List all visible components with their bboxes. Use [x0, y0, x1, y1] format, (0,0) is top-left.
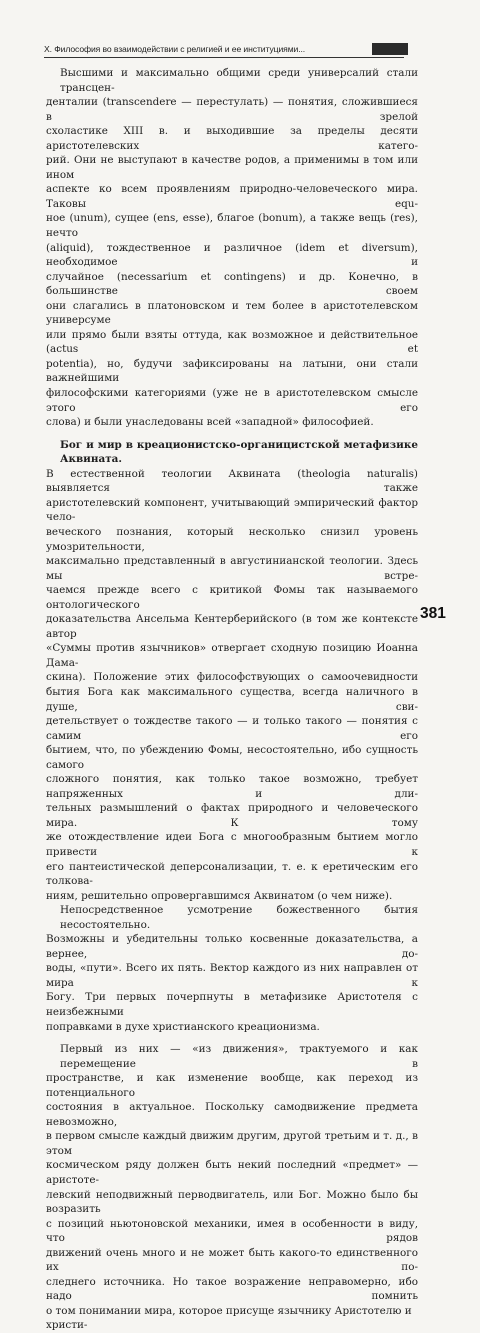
text-line: Богу. Три первых почерпнуты в метафизике Аристотеля с неизбежными	[46, 991, 418, 1018]
text-line: ниям, решительно опровергавшимся Аквинатом (о чем ниже).	[46, 889, 393, 902]
running-head-tab	[372, 43, 408, 55]
text-line: детельствует о тождестве такого — и только такого — понятия с самим его	[46, 715, 418, 742]
text-line: схоластике XIII в. и выходившие за пределы десяти аристотелевских катего-	[46, 125, 418, 152]
text-line: следнего источника. Но такое возражение неправомерно, ибо надо помнить	[46, 1275, 418, 1303]
text-line: философскими категориями (уже не в аристотелевском смысле этого его	[46, 387, 418, 414]
text-line: аристотелевский компонент, учитывающий эмпирический фактор чело-	[46, 496, 418, 524]
text-line: чаемся прежде всего с критикой Фомы так называемого онтологического	[46, 584, 418, 611]
paragraph	[46, 438, 418, 904]
text-line: Первый из них — «из движения», трактуемого и как перемещение в	[60, 1043, 418, 1070]
text-line: доказательства Ансельма Кентерберийского (в том же контексте автор	[46, 613, 418, 640]
text-line: они слагались в платоновском и тем более в аристотелевском универсуме	[46, 299, 418, 327]
paragraph	[46, 903, 418, 1034]
text-line: тельных размышлений о фактах природного и человеческого мира. К тому	[46, 802, 418, 829]
text-line: же отождествление идеи Бога с многообразным бытием могло привести к	[46, 831, 418, 858]
text-line: В естественной теологии Аквината (theologia naturalis) выявляется также	[46, 467, 418, 495]
text-line: Возможны и убедительны только косвенные доказательства, а вернее, до-	[46, 933, 418, 960]
text-line: ное (unum), сущее (ens, esse), благое (bonum), а также вещь (res), нечто	[46, 212, 418, 240]
page-number: 381	[420, 605, 446, 622]
text-line: скина). Положение этих философствующих о самоочевидности	[46, 671, 418, 684]
text-line: аспекте ко всем проявлениям природно-человеческого мира. Таковы equ-	[46, 183, 418, 210]
text-line: сложного понятия, как только такое возможно, требует напряженных и дли-	[46, 773, 418, 800]
text-line: бытием, что, по убеждению Фомы, несостоятельно, ибо сущность самого	[46, 744, 418, 771]
text-line: (aliquid), тождественное и различное (idem et diversum), необходимое и	[46, 241, 418, 269]
text-line: левский неподвижный перводвигатель, или Бог. Можно было бы возразить	[46, 1188, 418, 1216]
text-line: potentia), но, будучи зафиксированы на латыни, они стали важнейшими	[46, 357, 418, 385]
text-line: движений очень много и не может быть какого-то единственного их по-	[46, 1246, 418, 1274]
section-heading: Бог и мир в креационистско-органицистской метафизике Аквината.	[60, 438, 418, 466]
text-line: слова) и были унаследованы всей «западной» философией.	[46, 416, 374, 429]
text-line: рий. Они не выступают в качестве родов, а применимы в том или ином	[46, 154, 418, 181]
text-line: с позиций ньютоновской механики, имея в особенности в виду, что рядов	[46, 1217, 418, 1245]
text-line: или прямо были взяты оттуда, как возможное и действительное (actus et	[46, 328, 418, 356]
text-line: космическом ряду должен быть некий последний «предмет» — аристоте-	[46, 1159, 418, 1187]
text-line: в первом смысле каждый движим другим, другой третьим и т. д., в этом	[46, 1130, 418, 1157]
paragraph	[46, 66, 418, 430]
text-line: о том понимании мира, которое присуще язычнику Аристотелю и христи-	[46, 1304, 412, 1332]
running-head: Х. Философия во взаимодействии с религией и ее институциями...	[44, 43, 404, 58]
text-line: веческого познания, который несколько снизил уровень умозрительности,	[46, 525, 418, 553]
text-line: случайное (necessarium et contingens) и др. Конечно, в большинстве своем	[46, 270, 418, 298]
text-line: поправками в духе христианского креационизма.	[46, 1020, 320, 1033]
text-line: бытия Бога как максимального существа, всегда наличного в душе, сви-	[46, 685, 418, 713]
text-line: Высшими и максимально общими среди универсалий стали трансцен-	[60, 67, 418, 94]
text-line: пространстве, и как изменение вообще, как переход из потенциального	[46, 1072, 418, 1099]
text-line: воды, «пути». Всего их пять. Вектор каждого из них направлен от мира к	[46, 962, 418, 989]
text-line: максимально представленный в августинианской теологии. Здесь мы встре-	[46, 555, 418, 582]
text-line: Непосредственное усмотрение божественного бытия несостоятельно.	[60, 904, 418, 931]
text-line: его пантеистической деперсонализации, т. е. к еретическим его толкова-	[46, 860, 418, 888]
text-line: денталии (transcendere — перестулать) — понятия, сложившиеся в зрелой	[46, 96, 418, 123]
text-line: состояния в актуальное. Поскольку самодвижение предмета невозможно,	[46, 1101, 418, 1128]
paragraph	[46, 1042, 418, 1333]
text-line: «Суммы против язычников» отвергает сходную позицию Иоанна Дама-	[46, 642, 418, 669]
body-text	[46, 66, 418, 1333]
